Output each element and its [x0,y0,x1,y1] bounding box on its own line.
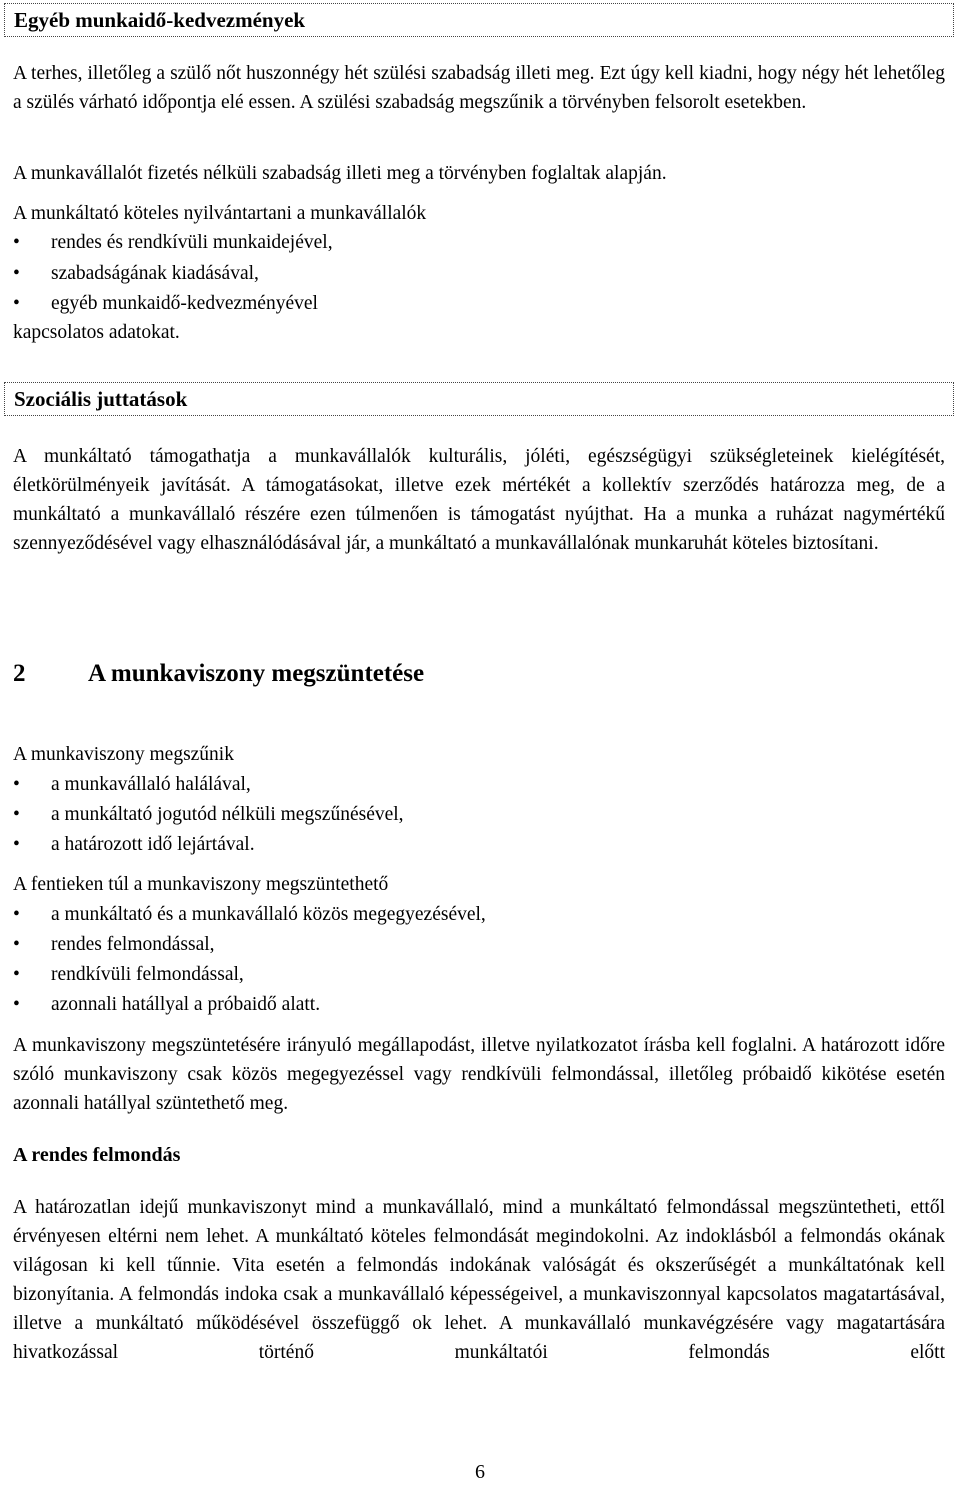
bullet-icon: • [13,804,20,825]
bullet-icon: • [13,994,20,1015]
section-heading-szocialis-juttatasok: Szociális juttatások [4,382,954,416]
bullet-icon: • [13,293,20,314]
paragraph-irasba-foglalas: A munkaviszony megszüntetésére irányuló megállapodást, illetve nyilatkozatot írásba kell foglalni. A határozott időre szóló munkaviszony csak közös megegyezéssel vagy rendkívüli felmondással, illetőleg próbaidő kikötése esetén azonnali hatállyal szüntethető meg. [13,1035,945,1114]
paragraph-szocialis-juttatasok: A munkáltató támogathatja a munkavállalók kulturális, jóléti, egészségügyi szükségleteinek kielégítését, életkörülményeik javítását. A támogatásokat, illetve ezek mértékét a kollektív szerződés határozza meg, de a munkáltató a munkavállaló részére ezen túlmenően is támogatást nyújthat. Ha a munka a ruházat nagymértékű szennyeződésével vagy elhasználódásával jár, a munkáltató a munkavállalónak munkaruhát köteles biztosítani. [13,446,945,554]
list-item-text: a munkáltató és a munkavállaló közös megegyezésével, [51,904,486,925]
page-number: 6 [475,1461,485,1483]
list-item-text: egyéb munkaidő-kedvezményével [51,293,318,314]
bullet-icon: • [13,964,20,985]
paragraph-szulesi-szabadsag: A terhes, illetőleg a szülő nőt huszonnégy hét szülési szabadság illeti meg. Ezt úgy kell kiadni, hogy négy hét lehetőleg a szülés várható időpontja elé essen. A szülési szabadság megszűnik a törvényben felsorolt esetekben. [13,63,945,113]
paragraph-nyilvantartas-end: kapcsolatos adatokat. [13,322,180,343]
chapter-number: 2 [13,660,26,687]
section-heading-munkaido-kedvezmenyek: Egyéb munkaidő-kedvezmények [4,3,954,37]
subsection-heading: A rendes felmondás [13,1144,181,1166]
bullet-icon: • [13,232,20,253]
list-item-text: a munkavállaló halálával, [51,774,251,795]
paragraph-nyilvantartas-intro: A munkáltató köteles nyilvántartani a munkavállalók [13,203,427,224]
list-item-text: szabadságának kiadásával, [51,263,259,284]
list-item-text: rendes felmondással, [51,934,215,955]
bullet-icon: • [13,774,20,795]
paragraph-megszuntetheto-intro: A fentieken túl a munkaviszony megszüntethető [13,874,389,895]
paragraph-fizetes-nelkuli: A munkavállalót fizetés nélküli szabadság illeti meg a törvényben foglaltak alapján. [13,163,667,184]
paragraph-megszunik-intro: A munkaviszony megszűnik [13,744,234,765]
list-item-text: azonnali hatállyal a próbaidő alatt. [51,994,321,1015]
paragraph-rendes-felmondas: A határozatlan idejű munkaviszonyt mind a munkavállaló, mind a munkáltató felmondással megszüntetheti, ettől érvényesen eltérni nem lehet. A munkáltató köteles felmondását megindokolni. Az indoklásból a felmondás okának világosan ki kell tűnnie. Vita esetén a felmondás indokának valóságát és okszerűségét a munkáltatónak kell bizonyítania. A felmondás indoka csak a munkavállaló képességeivel, a munkaviszonnyal kapcsolatos magatartásával, illetve a munkáltató működésével összefüggő ok lehet. A munkavállaló munkavégzésére vagy magatartására hivatkozással történő munkáltatói felmondás előtt [13,1197,945,1363]
bullet-icon: • [13,904,20,925]
list-item-text: a munkáltató jogutód nélküli megszűnésével, [51,804,404,825]
bullet-icon: • [13,934,20,955]
list-item-text: rendkívüli felmondással, [51,964,244,985]
list-item-text: a határozott idő lejártával. [51,834,255,855]
bullet-icon: • [13,834,20,855]
list-item-text: rendes és rendkívüli munkaidejével, [51,232,333,253]
bullet-icon: • [13,263,20,284]
chapter-title: A munkaviszony megszüntetése [88,660,425,687]
